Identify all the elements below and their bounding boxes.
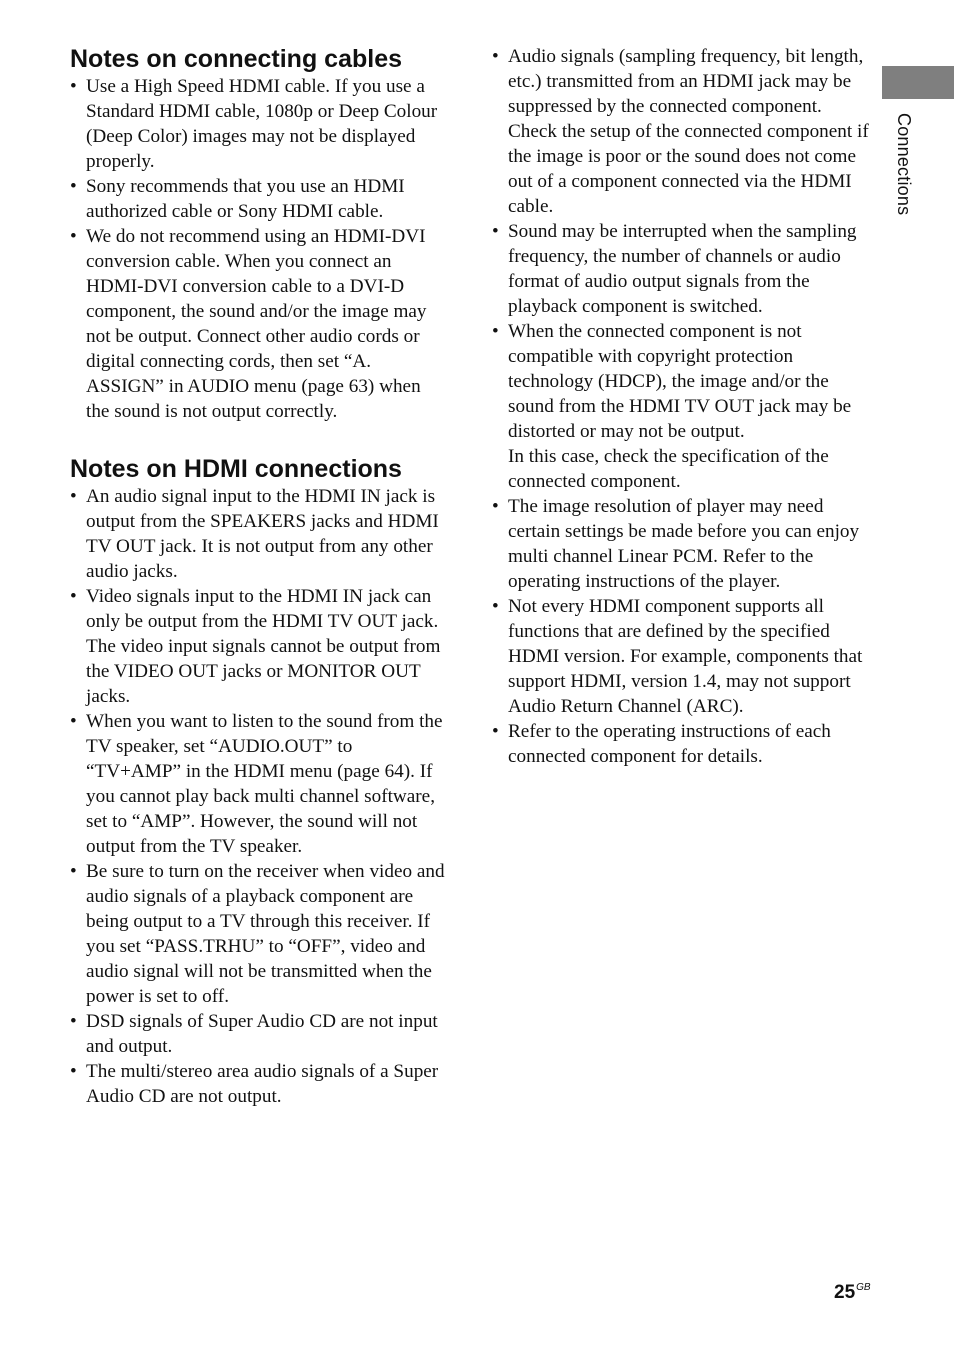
- list-item: • An audio signal input to the HDMI IN jack is output from the SPEAKERS jacks and HDMI TV OUT jack. It is not output from any other audio jacks.: [70, 484, 448, 584]
- list-item: • Be sure to turn on the receiver when video and audio signals of a playback component are being output to a TV through this receiver. If you set “PASS.TRHU” to “OFF”, video and audio signal will not be transmitted when the power is set to off.: [70, 859, 448, 1009]
- heading-hdmi-connections: Notes on HDMI connections: [70, 455, 402, 483]
- list-item: • Sony recommends that you use an HDMI authorized cable or Sony HDMI cable.: [70, 174, 448, 224]
- section-tab-label: Connections: [894, 113, 914, 216]
- list-item: • When you want to listen to the sound from the TV speaker, set “AUDIO.OUT” to “TV+AMP” in the HDMI menu (page 64). If you cannot play back multi channel software, set to “AMP”. However, the sound will not output from the TV speaker.: [70, 709, 448, 859]
- hdmi-notes-list: [70, 484, 448, 1109]
- hdcp-continuation: In this case, check the specification of the connected component.: [508, 446, 829, 492]
- section-tab-marker: [882, 66, 954, 99]
- list-item: • The multi/stereo area audio signals of a Super Audio CD are not output.: [70, 1059, 448, 1109]
- cables-notes-list: [70, 74, 448, 424]
- page-number-value: 25: [834, 1282, 856, 1303]
- list-item: • Refer to the operating instructions of each connected component for details.: [492, 719, 870, 769]
- list-item: • DSD signals of Super Audio CD are not input and output.: [70, 1009, 448, 1059]
- list-item: • Use a High Speed HDMI cable. If you use a Standard HDMI cable, 1080p or Deep Colour (Deep Color) images may not be displayed properly.: [70, 74, 448, 174]
- hdmi-notes-continued-list: [492, 44, 870, 769]
- heading-connecting-cables: Notes on connecting cables: [70, 45, 403, 73]
- page-number-suffix: GB: [856, 1282, 871, 1293]
- list-item: • Sound may be interrupted when the sampling frequency, the number of channels or audio format of audio output signals from the playback component is switched.: [492, 219, 870, 319]
- list-item: • When the connected component is not compatible with copyright protection technology (HDCP), the image and/or the sound from the HDMI TV OUT jack may be distorted or may not be output. In this case, check the specification of the connected component.: [492, 319, 870, 494]
- list-item: • We do not recommend using an HDMI-DVI conversion cable. When you connect an HDMI-DVI conversion cable to a DVI-D component, the sound and/or the image may not be output. Connect other audio cords or digital connecting cords, then set “A. ASSIGN” in AUDIO menu (page 63) when the sound is not output correctly.: [70, 224, 448, 424]
- list-item: • Audio signals (sampling frequency, bit length, etc.) transmitted from an HDMI jack may be suppressed by the connected component. Check the setup of the connected component if the image is poor or the sound does not come out of a component connected via the HDMI cable.: [492, 44, 870, 219]
- list-item: • The image resolution of player may need certain settings be made before you can enjoy multi channel Linear PCM. Refer to the operating instructions of the player.: [492, 494, 870, 594]
- page-number: [834, 1282, 871, 1304]
- list-item: • Video signals input to the HDMI IN jack can only be output from the HDMI TV OUT jack. The video input signals cannot be output from the VIDEO OUT jacks or MONITOR OUT jacks.: [70, 584, 448, 709]
- list-item: • Not every HDMI component supports all functions that are defined by the specified HDMI version. For example, components that support HDMI, version 1.4, may not support Audio Return Channel (ARC).: [492, 594, 870, 719]
- left-column: [70, 44, 448, 1109]
- right-column: [492, 44, 870, 769]
